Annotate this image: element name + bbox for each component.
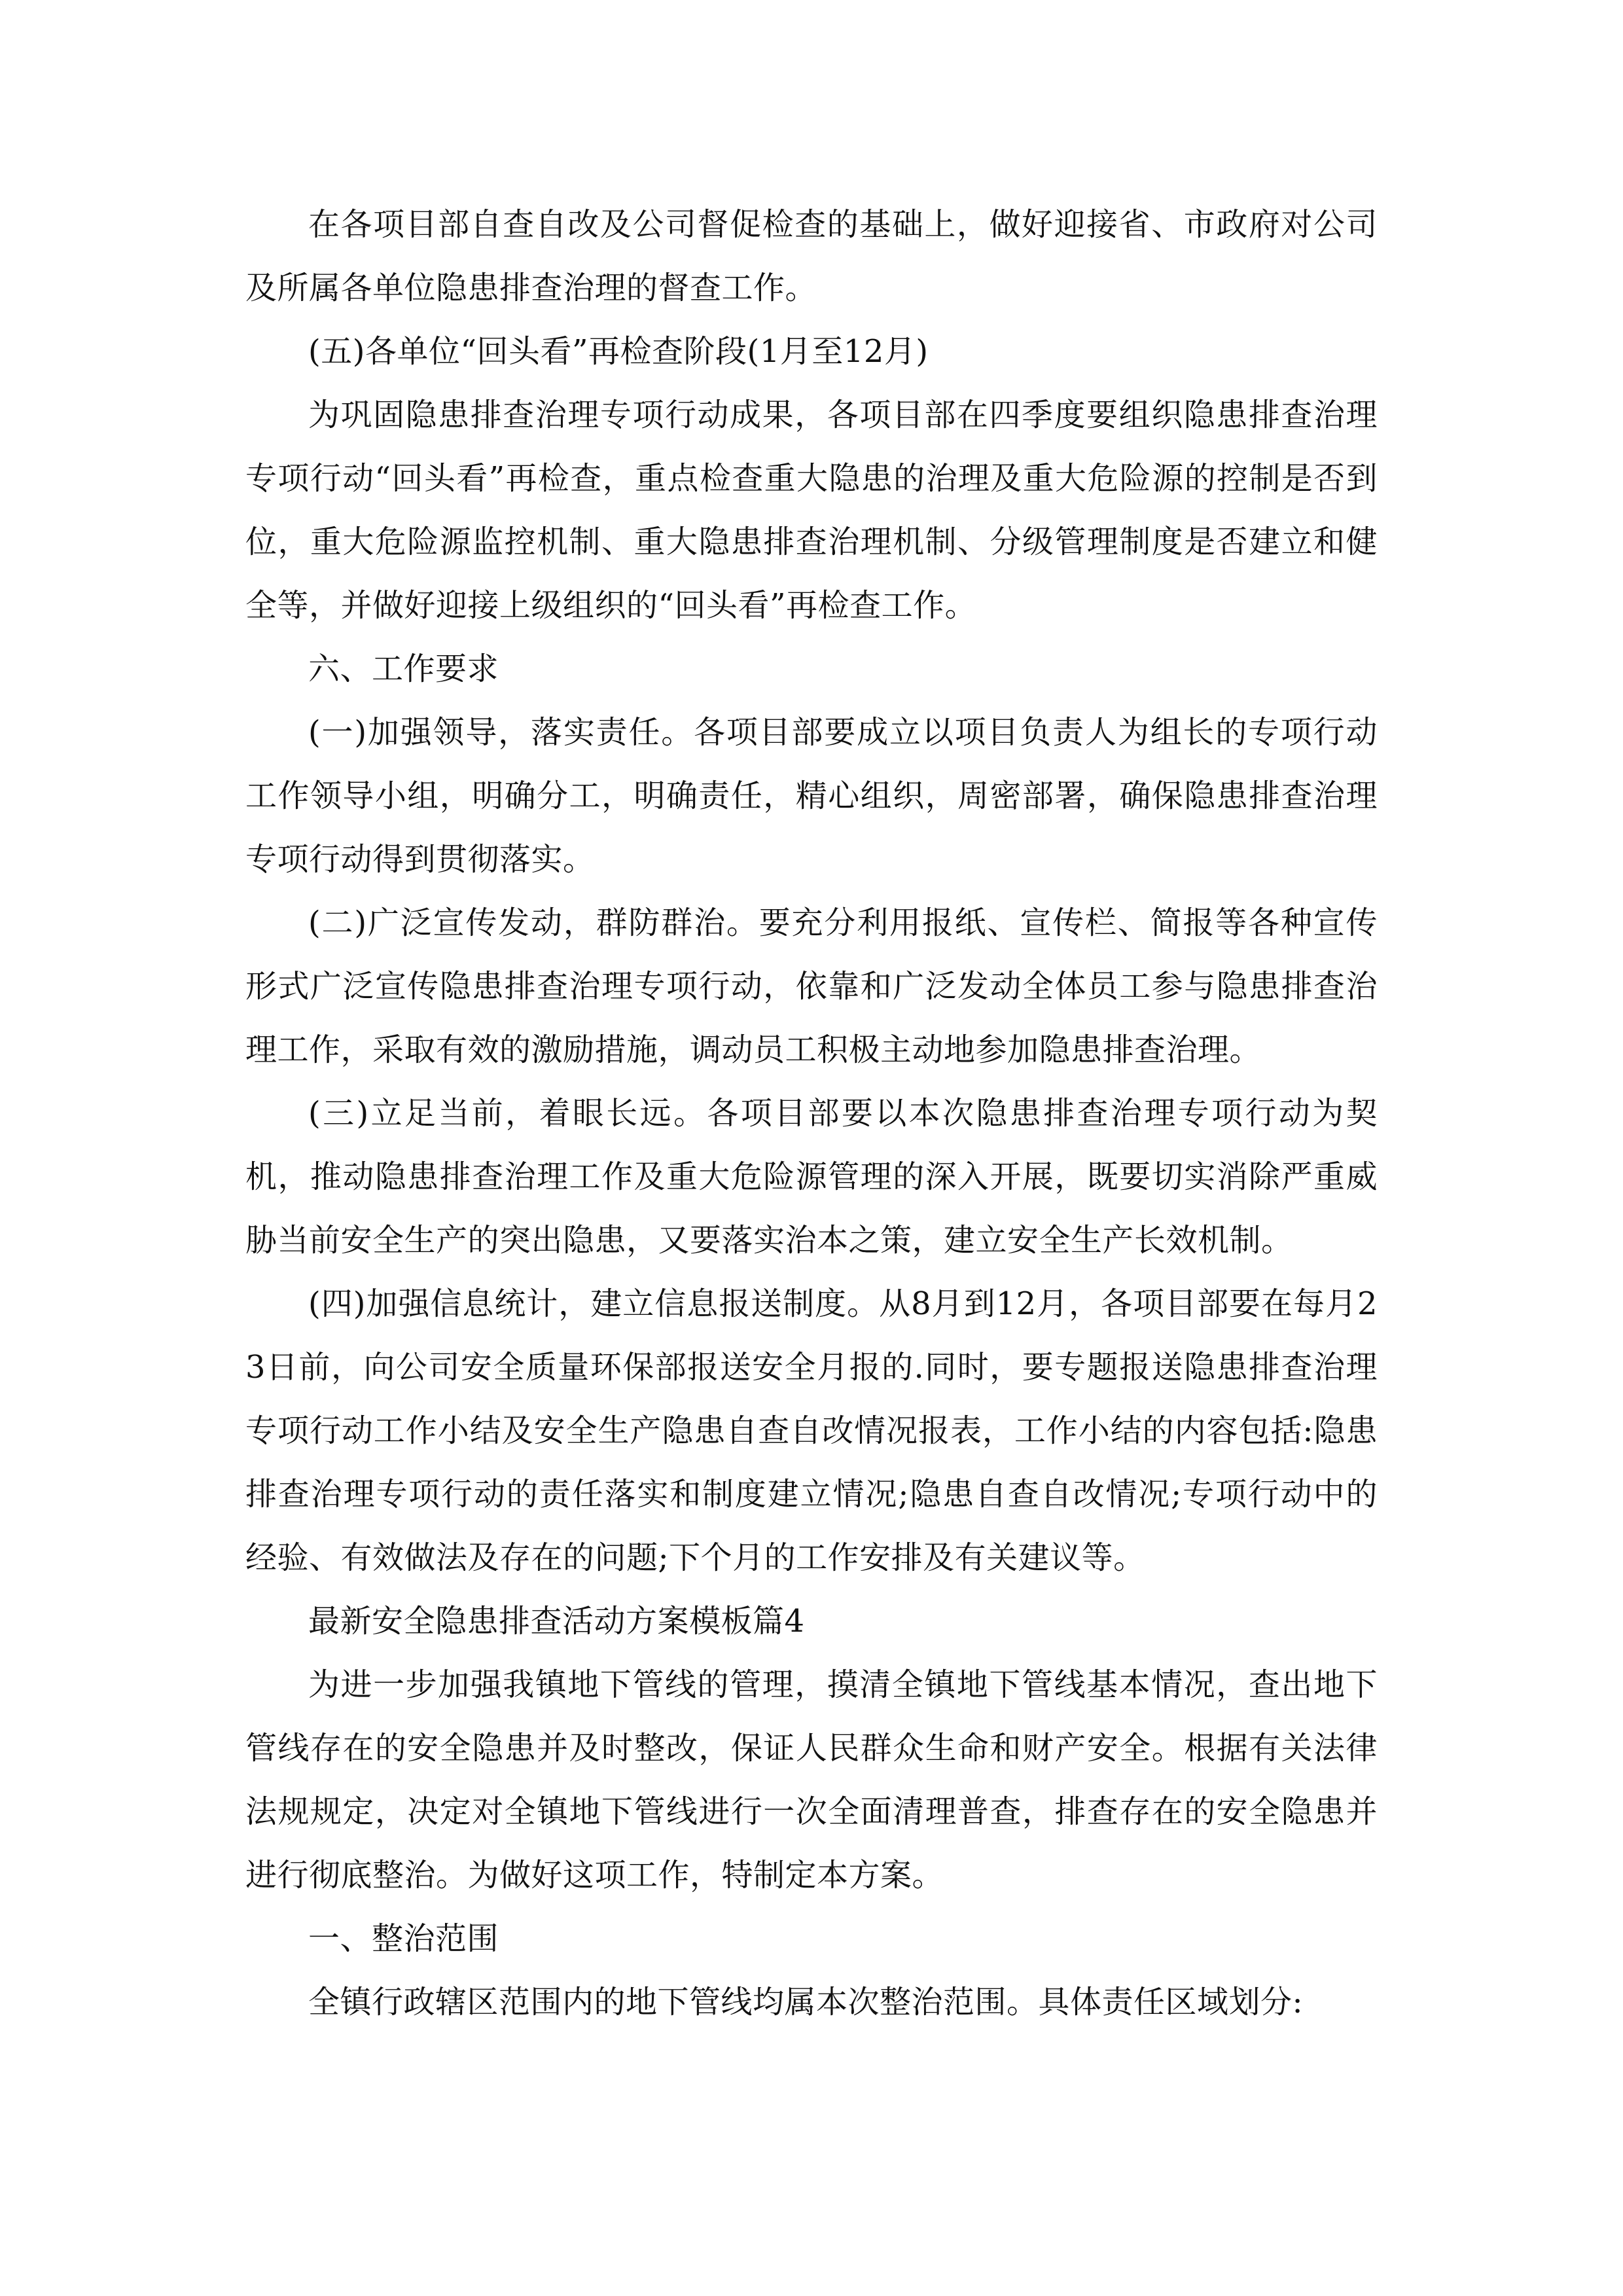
section-heading-scope: 一、整治范围 <box>308 1920 499 1957</box>
paragraph-inspection-preparation: 在各项目部自查自改及公司督促检查的基础上，做好迎接省、市政府对公司及所属各单位隐患排查治理的督查工作。 <box>245 206 1378 306</box>
paragraph-scope: 全镇行政辖区范围内的地下管线均属本次整治范围。具体责任区域划分: <box>308 1984 1304 2020</box>
paragraph-requirement-1: (一)加强领导，落实责任。各项目部要成立以项目负责人为组长的专项行动工作领导小组，明确分工，明确责任，精心组织，周密部署，确保隐患排查治理专项行动得到贯彻落实。 <box>245 714 1378 878</box>
paragraph-review-stage: 为巩固隐患排查治理专项行动成果，各项目部在四季度要组织隐患排查治理专项行动“回头看”再检查，重点检查重大隐患的治理及重大危险源的控制是否到位，重大危险源监控机制、重大隐患排查治理机制、分级管理制度是否建立和健全等，并做好迎接上级组织的“回头看”再检查工作。 <box>245 397 1378 624</box>
section-heading-review-stage: (五)各单位“回头看”再检查阶段(1月至12月) <box>308 333 929 370</box>
paragraph-requirement-2: (二)广泛宣传发动，群防群治。要充分利用报纸、宣传栏、简报等各种宣传形式广泛宣传隐患排查治理专项行动，依靠和广泛发动全体员工参与隐患排查治理工作，采取有效的激励措施，调动员工积极主动地参加隐患排查治理。 <box>245 905 1378 1068</box>
section-heading-work-requirements: 六、工作要求 <box>308 651 499 687</box>
document-body <box>245 193 1378 2034</box>
article-title-template-4: 最新安全隐患排查活动方案模板篇4 <box>308 1603 805 1640</box>
paragraph-template-4-intro: 为进一步加强我镇地下管线的管理，摸清全镇地下管线基本情况，查出地下管线存在的安全隐患并及时整改，保证人民群众生命和财产安全。根据有关法律法规规定，决定对全镇地下管线进行一次全面清理普查，排查存在的安全隐患并进行彻底整治。为做好这项工作，特制定本方案。 <box>245 1666 1378 1893</box>
paragraph-requirement-4: (四)加强信息统计，建立信息报送制度。从8月到12月，各项目部要在每月23日前，向公司安全质量环保部报送安全月报的.同时，要专题报送隐患排查治理专项行动工作小结及安全生产隐患自查自改情况报表，工作小结的内容包括:隐患排查治理专项行动的责任落实和制度建立情况;隐患自查自改情况;专项行动中的经验、有效做法及存在的问题;下个月的工作安排及有关建议等。 <box>245 1285 1378 1576</box>
paragraph-requirement-3: (三)立足当前，着眼长远。各项目部要以本次隐患排查治理专项行动为契机，推动隐患排查治理工作及重大危险源管理的深入开展，既要切实消除严重威胁当前安全生产的突出隐患，又要落实治本之策，建立安全生产长效机制。 <box>245 1095 1378 1259</box>
